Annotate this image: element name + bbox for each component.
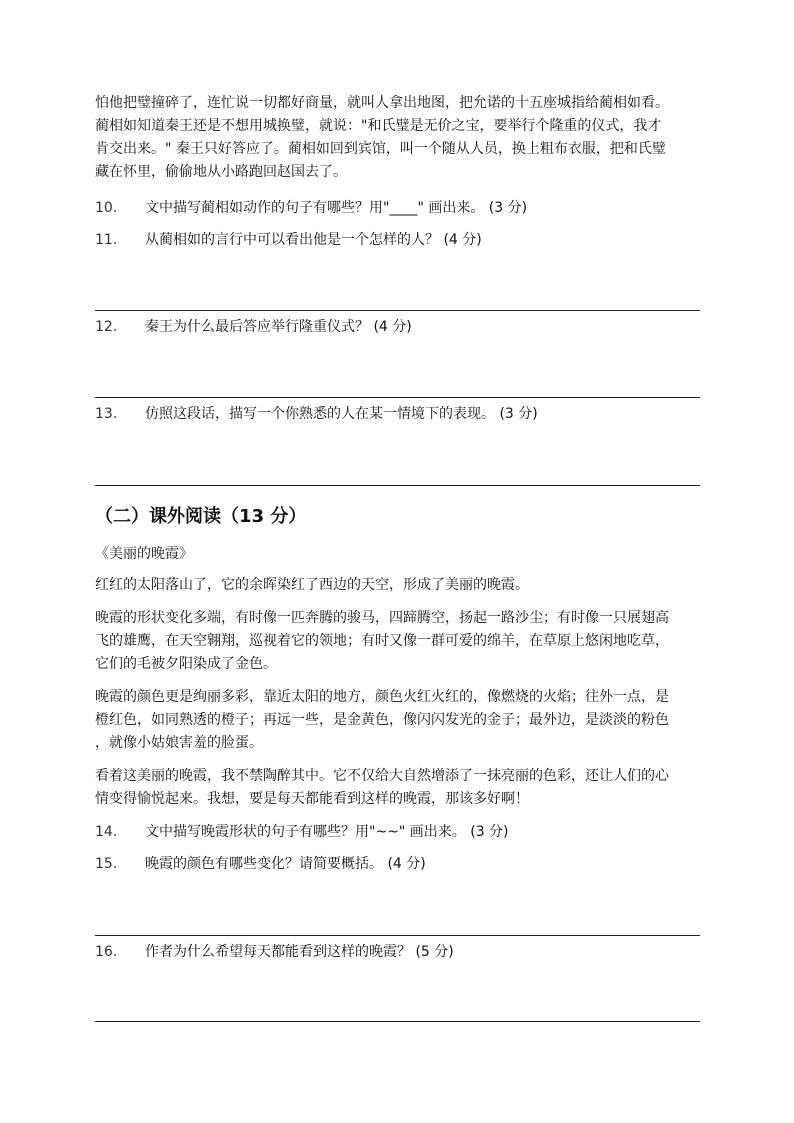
question-text: 文中描写晚霞形状的句子有哪些？用"~~" 画出来。 (3 分) [145, 824, 509, 840]
question-number: 15. [95, 856, 118, 872]
passage-line: 晚霞的形状变化多端，有时像一匹奔腾的骏马，四蹄腾空，扬起一路沙尘；有时像一只展翅高 [95, 610, 669, 626]
answer-line-15[interactable] [95, 935, 700, 936]
question-12 [95, 317, 705, 337]
question-text: 文中描写蔺相如动作的句子有哪些？用"____" 画出来。 (3 分) [145, 200, 528, 216]
question-number: 16. [95, 944, 118, 960]
answer-line-16[interactable] [95, 1021, 700, 1022]
question-11 [95, 230, 705, 250]
passage-line: 它们的毛被夕阳染成了金色。 [95, 656, 277, 672]
section-heading: （二）课外阅读（13 分） [95, 506, 307, 527]
passage-line: 橙红色，如同熟透的橙子；再远一些，是金黄色，像闪闪发光的金子；最外边，是淡淡的粉色 [95, 712, 669, 728]
question-10 [95, 198, 705, 218]
passage-1 [95, 92, 705, 184]
question-number: 14. [95, 824, 118, 840]
question-number: 12. [95, 319, 118, 335]
question-number: 11. [95, 232, 118, 248]
question-text: 秦王为什么最后答应举行隆重仪式？ (4 分) [145, 319, 412, 335]
question-15 [95, 854, 705, 874]
passage-line: 情变得愉悦起来。我想，要是每天都能看到这样的晚霞，那该多好啊！ [95, 791, 529, 807]
question-text: 仿照这段话，描写一个你熟悉的人在某一情境下的表现。 (3 分) [145, 406, 538, 422]
question-13 [95, 404, 705, 424]
passage-2-para-4 [95, 765, 705, 811]
question-number: 13. [95, 406, 118, 422]
answer-line-12[interactable] [95, 397, 700, 398]
passage-line: 怕他把璧撞碎了，连忙说一切都好商量，就叫人拿出地图，把允诺的十五座城指给蔺相如看。 [95, 95, 669, 111]
passage-title: 《美丽的晚霞》 [95, 546, 193, 562]
passage-line: 肯交出来。" 秦王只好答应了。蔺相如回到宾馆，叫一个随从人员，换上粗布衣服，把和氏璧 [95, 141, 666, 157]
passage-2-para-2 [95, 607, 705, 676]
passage-line: 藏在怀里，偷偷地从小路跑回赵国去了。 [95, 164, 347, 180]
passage-line: 蔺相如知道秦王还是不想用城换璧，就说："和氏璧是无价之宝，要举行个隆重的仪式，我才 [95, 118, 662, 134]
passage-2-para-1 [95, 574, 705, 597]
question-14 [95, 822, 705, 842]
passage-line: ，就像小姑娘害羞的脸蛋。 [95, 735, 263, 751]
question-16 [95, 942, 705, 962]
passage-line: 红红的太阳落山了，它的余晖染红了西边的天空，形成了美丽的晚霞。 [95, 577, 529, 593]
answer-line-11[interactable] [95, 310, 700, 311]
passage-2-para-3 [95, 686, 705, 755]
passage-line: 看着这美丽的晚霞，我不禁陶醉其中。它不仅给大自然增添了一抹亮丽的色彩，还让人们的心 [95, 768, 669, 784]
passage-line: 飞的雄鹰，在天空翱翔，巡视着它的领地；有时又像一群可爱的绵羊，在草原上悠闲地吃草， [95, 633, 669, 649]
question-text: 从蔺相如的言行中可以看出他是一个怎样的人？ (4 分) [145, 232, 482, 248]
passage-line: 晚霞的颜色更是绚丽多彩，靠近太阳的地方，颜色火红火红的，像燃烧的火焰；往外一点，是 [95, 689, 669, 705]
answer-line-13[interactable] [95, 485, 700, 486]
question-number: 10. [95, 200, 118, 216]
question-text: 作者为什么希望每天都能看到这样的晚霞？ (5 分) [145, 944, 454, 960]
question-text: 晚霞的颜色有哪些变化？请简要概括。 (4 分) [145, 856, 426, 872]
